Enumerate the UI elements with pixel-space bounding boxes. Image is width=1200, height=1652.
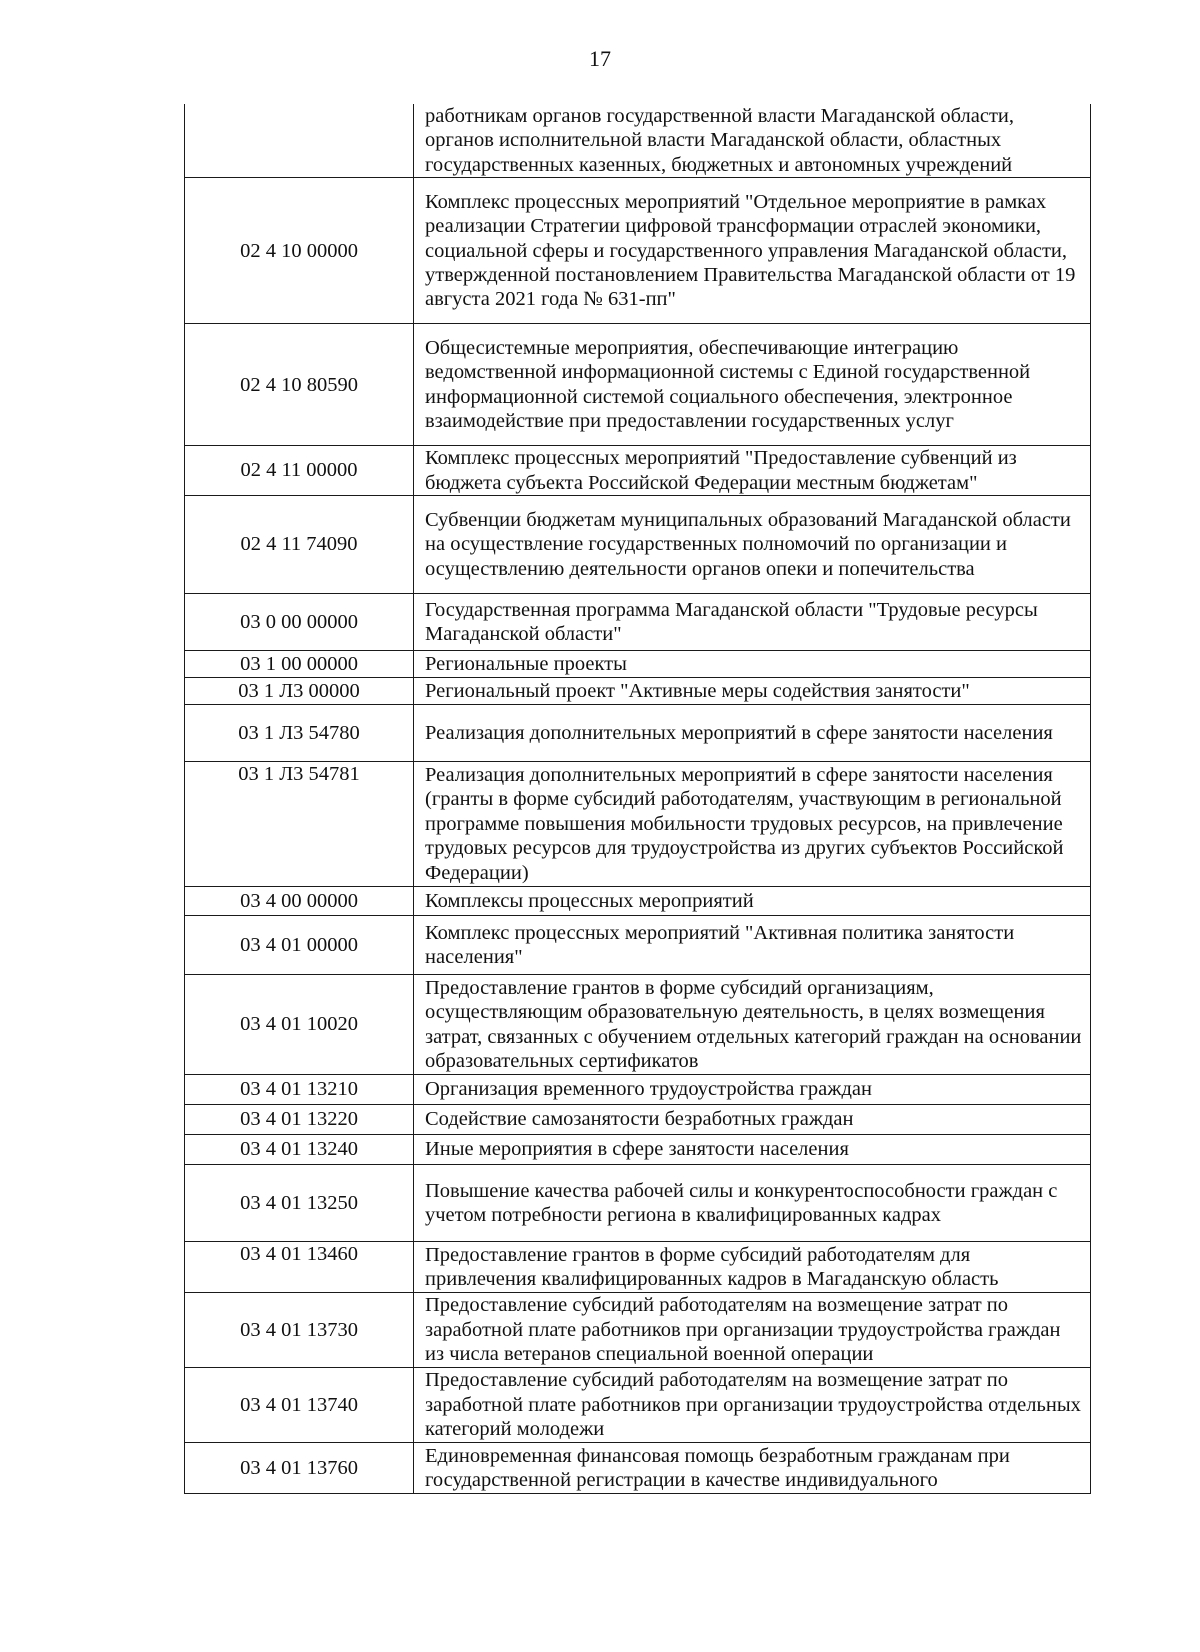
table-row xyxy=(185,975,1091,1075)
name-cell: Общесистемные мероприятия, обеспечивающие интеграцию ведомственной информационной системы с Единой государственной информационной системой социального обеспечения, электронное взаимодействие при предоставлении государственных услуг xyxy=(414,324,1091,446)
name-cell: Предоставление грантов в форме субсидий организациям, осуществляющим образовательную деятельность, в целях возмещения затрат, связанных с обучением отдельных категорий граждан на основании образовательных сертификатов xyxy=(414,975,1091,1075)
code-cell: 03 1 Л3 00000 xyxy=(185,678,414,705)
name-cell: Содействие самозанятости безработных граждан xyxy=(414,1105,1091,1135)
name-cell: Единовременная финансовая помощь безработным гражданам при государственной регистрации в качестве индивидуального xyxy=(414,1443,1091,1494)
table-row xyxy=(185,178,1091,324)
name-cell: Государственная программа Магаданской области "Трудовые ресурсы Магаданской области" xyxy=(414,594,1091,651)
table-row xyxy=(185,1242,1091,1293)
table-row xyxy=(185,324,1091,446)
name-cell: Реализация дополнительных мероприятий в сфере занятости населения xyxy=(414,705,1091,762)
code-cell: 03 4 01 13210 xyxy=(185,1075,414,1105)
table-row xyxy=(185,887,1091,916)
code-cell: 03 4 01 13240 xyxy=(185,1135,414,1165)
name-cell: Предоставление субсидий работодателям на возмещение затрат по заработной плате работников при организации трудоустройства отдельных категорий молодежи xyxy=(414,1368,1091,1443)
budget-classification-table xyxy=(184,104,1091,1494)
table-row xyxy=(185,104,1091,178)
table-row xyxy=(185,678,1091,705)
name-cell: Комплекс процессных мероприятий "Предоставление субвенций из бюджета субъекта Российской Федерации местным бюджетам" xyxy=(414,446,1091,496)
name-cell: Комплекс процессных мероприятий "Активная политика занятости населения" xyxy=(414,916,1091,975)
table-row xyxy=(185,762,1091,887)
code-cell: 02 4 11 00000 xyxy=(185,446,414,496)
code-cell: 03 4 01 13460 xyxy=(185,1242,414,1293)
code-cell: 03 1 00 00000 xyxy=(185,651,414,678)
code-cell: 03 4 01 10020 xyxy=(185,975,414,1075)
name-cell: Предоставление субсидий работодателям на возмещение затрат по заработной плате работников при организации трудоустройства граждан из числа ветеранов специальной военной операции xyxy=(414,1293,1091,1368)
table-row xyxy=(185,705,1091,762)
code-cell: 02 4 10 00000 xyxy=(185,178,414,324)
name-cell: Региональные проекты xyxy=(414,651,1091,678)
table-row xyxy=(185,651,1091,678)
table-row xyxy=(185,1105,1091,1135)
name-cell: Региональный проект "Активные меры содействия занятости" xyxy=(414,678,1091,705)
table-row xyxy=(185,1165,1091,1242)
code-cell: 03 4 01 13250 xyxy=(185,1165,414,1242)
name-cell: Повышение качества рабочей силы и конкурентоспособности граждан с учетом потребности региона в квалифицированных кадрах xyxy=(414,1165,1091,1242)
code-cell xyxy=(185,104,414,178)
name-cell: Иные мероприятия в сфере занятости населения xyxy=(414,1135,1091,1165)
page-number: 17 xyxy=(589,46,611,71)
table-row xyxy=(185,446,1091,496)
name-cell: работникам органов государственной власти Магаданской области, органов исполнительной власти Магаданской области, областных государственных казенных, бюджетных и автономных учреждений xyxy=(414,104,1091,178)
code-cell: 03 4 01 13740 xyxy=(185,1368,414,1443)
table-row xyxy=(185,594,1091,651)
code-cell: 03 1 Л3 54781 xyxy=(185,762,414,887)
table-row xyxy=(185,916,1091,975)
table-row xyxy=(185,1075,1091,1105)
table-row xyxy=(185,1443,1091,1494)
table-row xyxy=(185,1368,1091,1443)
name-cell: Реализация дополнительных мероприятий в сфере занятости населения (гранты в форме субсидий работодателям, участвующим в региональной программе повышения мобильности трудовых ресурсов, на привлечение трудовых ресурсов для трудоустройства из других субъектов Российской Федерации) xyxy=(414,762,1091,887)
code-cell: 03 1 Л3 54780 xyxy=(185,705,414,762)
code-cell: 02 4 10 80590 xyxy=(185,324,414,446)
name-cell: Организация временного трудоустройства граждан xyxy=(414,1075,1091,1105)
code-cell: 02 4 11 74090 xyxy=(185,496,414,594)
code-cell: 03 4 00 00000 xyxy=(185,887,414,916)
name-cell: Субвенции бюджетам муниципальных образований Магаданской области на осуществление государственных полномочий по организации и осуществлению деятельности органов опеки и попечительства xyxy=(414,496,1091,594)
name-cell: Комплекс процессных мероприятий "Отдельное мероприятие в рамках реализации Стратегии цифровой трансформации отраслей экономики, социальной сферы и государственного управления Магаданской области, утвержденной постановлением Правительства Магаданской области от 19 августа 2021 года № 631-пп" xyxy=(414,178,1091,324)
name-cell: Комплексы процессных мероприятий xyxy=(414,887,1091,916)
table-row xyxy=(185,1135,1091,1165)
name-cell: Предоставление грантов в форме субсидий работодателям для привлечения квалифицированных кадров в Магаданскую область xyxy=(414,1242,1091,1293)
code-cell: 03 4 01 13760 xyxy=(185,1443,414,1494)
code-cell: 03 4 01 00000 xyxy=(185,916,414,975)
code-cell: 03 4 01 13220 xyxy=(185,1105,414,1135)
table-row xyxy=(185,1293,1091,1368)
code-cell: 03 0 00 00000 xyxy=(185,594,414,651)
code-cell: 03 4 01 13730 xyxy=(185,1293,414,1368)
table-row xyxy=(185,496,1091,594)
